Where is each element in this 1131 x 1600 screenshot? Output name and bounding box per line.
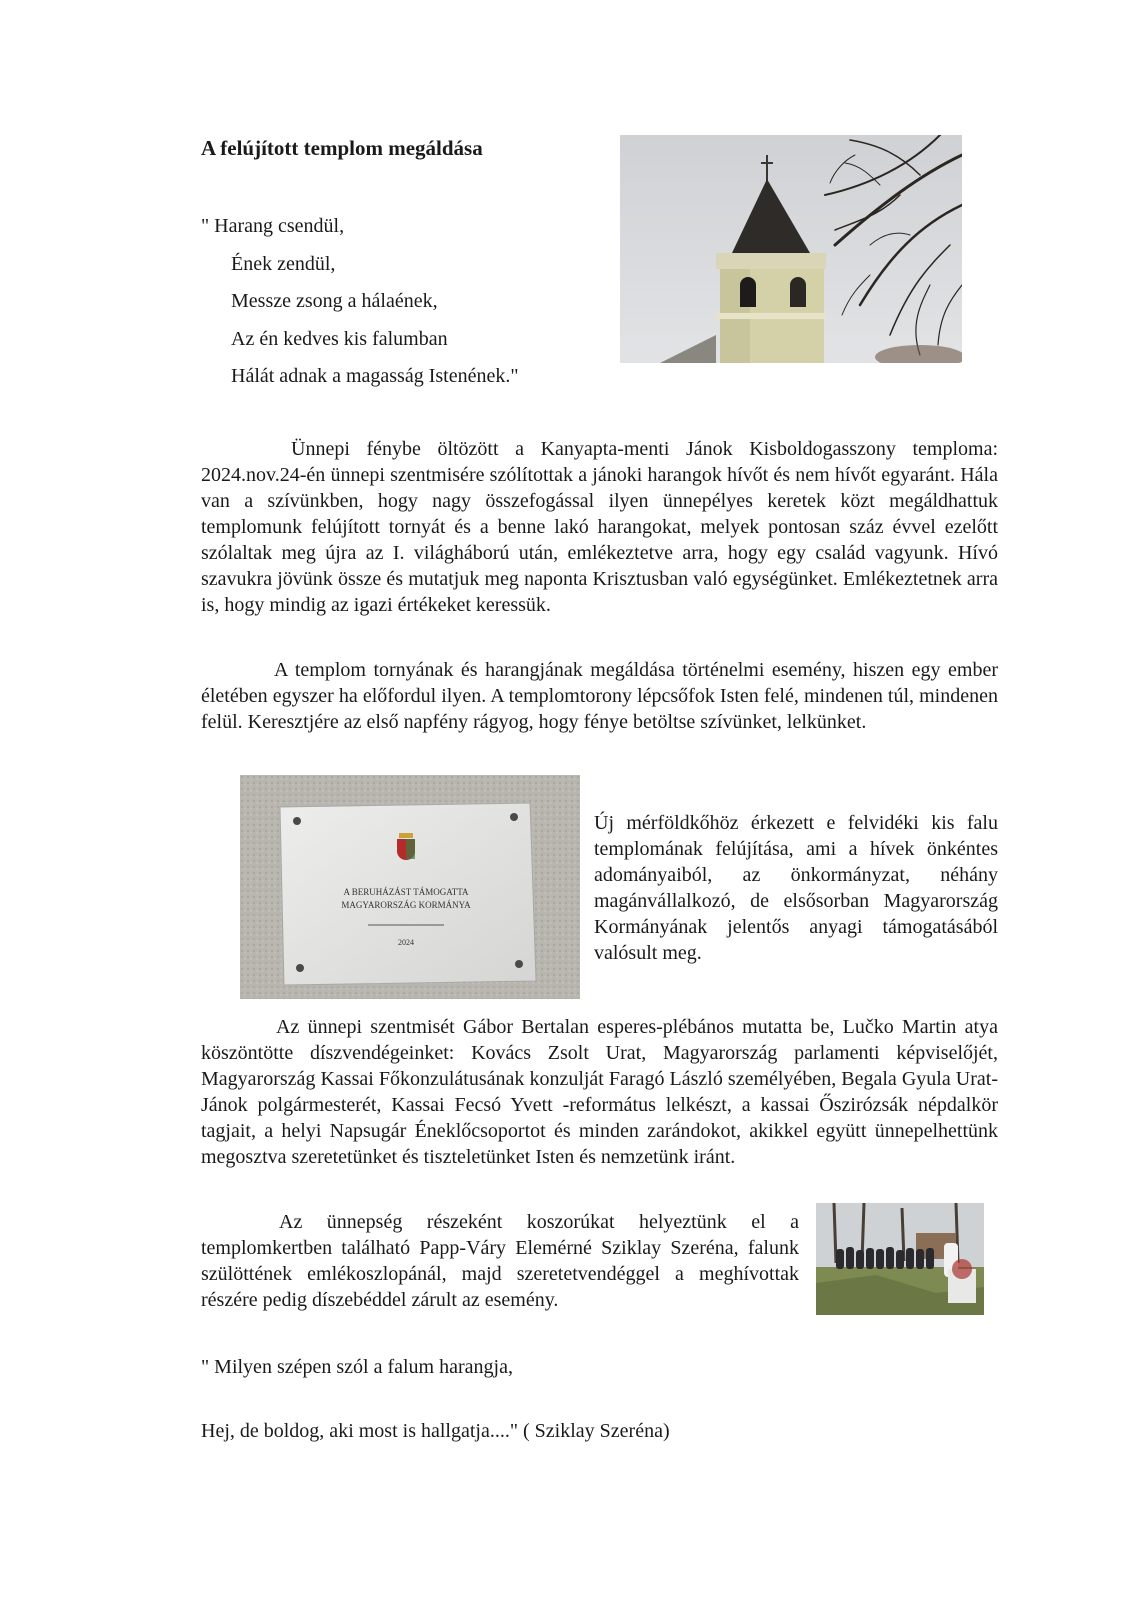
article-title: A felújított templom megáldása [201, 136, 483, 160]
memorial-crowd-photo [816, 1203, 984, 1315]
paragraph-intro: Ünnepi fénybe öltözött a Kanyapta-menti Jánok Kisboldogasszony temploma: 2024.nov.24-én ünnepi szentmisére szólítottak a jánoki harangok hívőt és nem hívőt egyaránt. Hála van a szívünkben, hogy nagy összefogással ilyen ünnepélyes keretek közt megáldhattuk templomunk felújított tornyát és a benne lakó harangokat, melyek pontosan száz évvel ezelőtt szólaltak meg újra az I. világháború után, emlékeztetve arra, hogy egy család vagyunk. Hívó szavukra jövünk össze és mutatjuk meg naponta Krisztusban való egységünket. Emlékeztetnek arra is, hogy mindig az igazi értékeket keressük. [201, 438, 998, 616]
paragraph-tower-blessing: A templom tornyának és harangjának megáldása történelmi esemény, hiszen egy ember életében egyszer ha előfordul ilyen. A templomtorony lépcsőfok Isten felé, mindenen túl, mindenen felül. Keresztjére az első napfény rágyog, hogy fénye betöltse szívünket, lelkünket. [201, 659, 998, 733]
church-tower-photo [620, 135, 962, 363]
poem-line: Hálát adnak a magasság Istenének." [231, 365, 519, 387]
plaque-line-2: MAGYARORSZÁG KORMÁNYA [341, 900, 471, 910]
government-plaque-photo [240, 775, 580, 999]
closing-quote-line-1: " Milyen szépen szól a falum harangja, [201, 1356, 513, 1378]
closing-quote-line-2: Hej, de boldog, aki most is hallgatja...." ( Sziklay Szeréna) [201, 1420, 670, 1442]
poem-line: Messze zsong a hálaének, [231, 290, 438, 312]
poem-line: " Harang csendül, [201, 215, 345, 237]
poem-line: Ének zendül, [231, 252, 336, 275]
plaque-year: 2024 [398, 938, 414, 947]
poem-line: Az én kedves kis falumban [231, 327, 448, 350]
paragraph-guests: Az ünnepi szentmisét Gábor Bertalan esperes-plébános mutatta be, Lučko Martin atya köszöntötte díszvendégeinket: Kovács Zsolt Urat, Magyarország parlamenti képviselőjét, Magyarország Kassai Főkonzulátusának konzulját Faragó László személyében, Begala Gyula Urat- Jánok polgármesterét, Kassai Fecsó Yvett -református lelkészt, a kassai Őszirózsák népdalkör tagjait, a helyi Napsugár Éneklőcsoportot és minden zarándokot, akikkel együtt ünnepelhettünk megosztva szeretetünket és tiszteletünket Isten és nemzetünk iránt. [201, 1016, 998, 1168]
paragraph-ceremony: Az ünnepség részeként koszorúkat helyeztünk el a templomkertben található Papp-Váry Elemérné Sziklay Szeréna, falunk szülöttének emlékoszlopánál, majd szeretetvendéggel a meghívottak részére pedig díszebéddel zárult az esemény. [201, 1211, 799, 1311]
paragraph-renovation: Új mérföldkőhöz érkezett e felvidéki kis falu templomának felújítása, ami a hívek önkéntes adományaiból, az önkormányzat, néhány magánvállalkozó, de elsősorban Magyarország Kormányának jelentős anyagi támogatásából valósult meg. [594, 812, 998, 964]
opening-poem [201, 208, 519, 396]
plaque-line-1: A BERUHÁZÁST TÁMOGATTA [343, 887, 469, 897]
